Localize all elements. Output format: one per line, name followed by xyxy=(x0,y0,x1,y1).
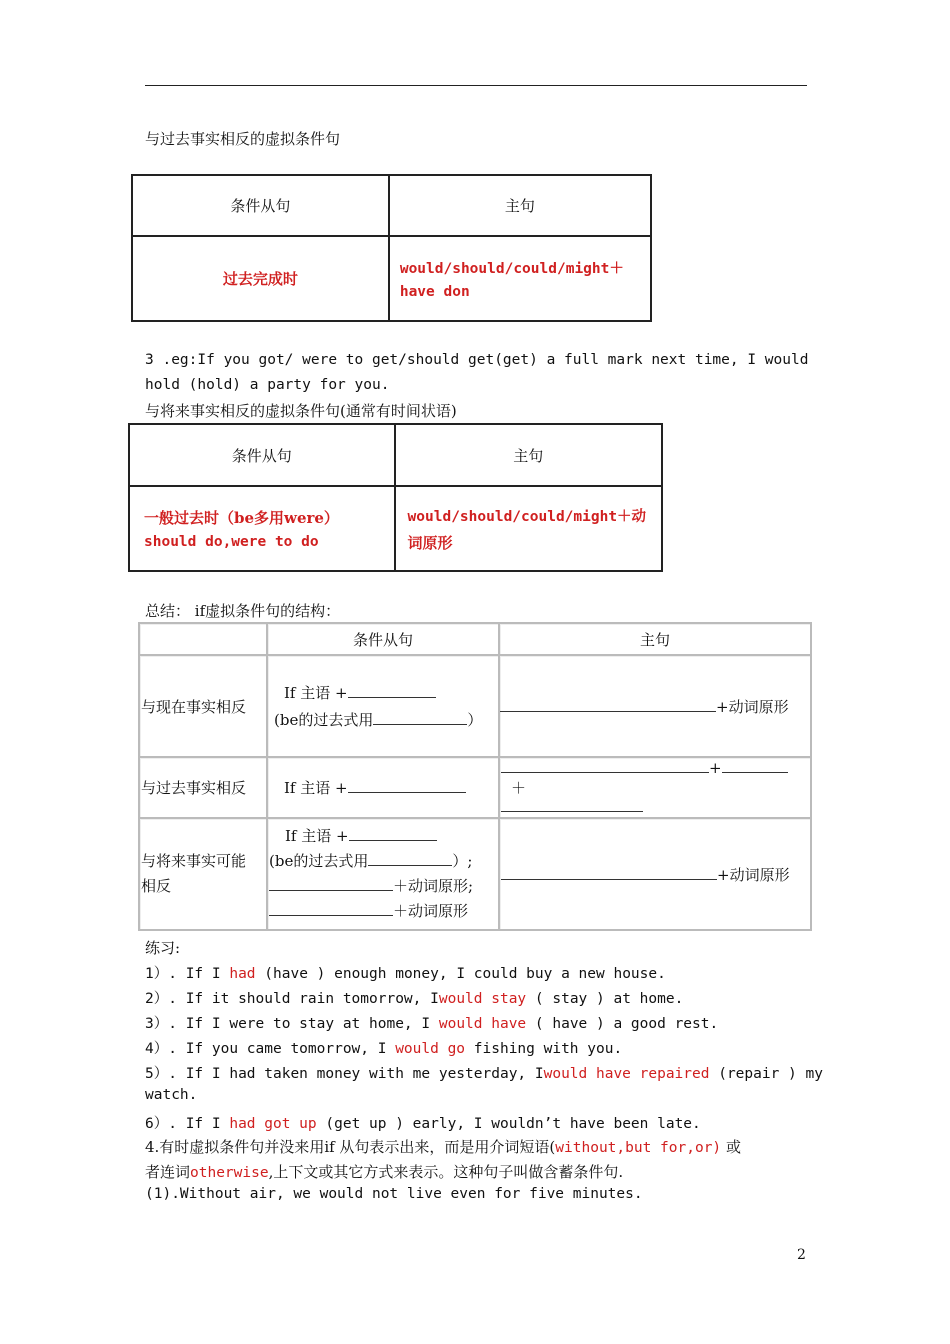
table-future-head-main: 主句 xyxy=(395,424,662,486)
summary-title: 总结： if虚拟条件句的结构： xyxy=(145,602,341,620)
summary-head-empty xyxy=(139,623,267,655)
summary-table xyxy=(138,622,812,931)
summary-row1-c2: (be的过去式用 xyxy=(274,711,374,729)
summary-row3-main-end: +动词原形 xyxy=(717,865,790,884)
blank xyxy=(368,853,452,866)
table-past-head-cond: 条件从句 xyxy=(132,175,389,236)
table-future-cond-l1: 一般过去时（be多用were） xyxy=(144,509,339,527)
summary-row3-c1: If 主语 + xyxy=(285,827,349,845)
summary-row1-c1: If 主语 + xyxy=(284,684,348,702)
blank xyxy=(373,712,467,725)
summary-head-main: 主句 xyxy=(499,623,811,655)
blank xyxy=(269,903,393,916)
blank xyxy=(348,685,436,698)
example3-line1: 3 .eg:If you got/ were to get/should get(get) a full mark next time, I would xyxy=(145,352,809,368)
title-future: 与将来事实相反的虚拟条件句(通常有时间状语) xyxy=(145,402,457,420)
table-future-cond-l2: should do,were to do xyxy=(144,534,319,550)
summary-row3-label-l2: 相反 xyxy=(141,877,172,895)
table-future-main-l1: would/should/could/might＋动 xyxy=(407,508,647,525)
blank xyxy=(501,760,709,773)
summary-row3-c2-end: ）; xyxy=(452,852,473,870)
table-past-main-l1: would/should/could/might＋ xyxy=(399,261,624,277)
table-past-main-l2: have don xyxy=(399,284,470,300)
table-future-head-cond: 条件从句 xyxy=(129,424,395,486)
summary-row2-main-end: ＋ xyxy=(511,779,527,797)
summary-row3-c3: ＋动词原形; xyxy=(393,877,474,895)
table-past-cond: 过去完成时 xyxy=(132,236,389,321)
summary-row1-c2-end: ） xyxy=(467,711,483,729)
note4-line1: 4.有时虚拟条件句并没来用if 从句表示出来，而是用介词短语(without,but for,or) 或 xyxy=(145,1138,741,1156)
table-future xyxy=(128,423,663,572)
practice-item-3: 3）. If I were to stay at home, I would have ( have ) a good rest. xyxy=(145,1016,719,1032)
summary-row2-main-mid: + xyxy=(709,759,722,777)
note4-line3: (1).Without air, we would not live even for five minutes. xyxy=(145,1186,643,1202)
practice-item-6: 6）. If I had got up (get up ) early, I wouldn’t have been late. xyxy=(145,1116,701,1132)
summary-row3-label-l1: 与将来事实可能 xyxy=(141,852,247,870)
summary-row1-main-end: +动词原形 xyxy=(716,697,789,716)
practice-item-5-cont: watch. xyxy=(145,1087,198,1103)
blank xyxy=(349,828,437,841)
blank xyxy=(269,878,393,891)
blank xyxy=(501,799,643,812)
page-number: 2 xyxy=(797,1247,806,1263)
blank xyxy=(501,867,717,880)
title-past: 与过去事实相反的虚拟条件句 xyxy=(145,130,341,148)
practice-item-1: 1）. If I had (have ) enough money, I could buy a new house. xyxy=(145,966,666,982)
example3-line2: hold (hold) a party for you. xyxy=(145,377,390,393)
blank xyxy=(500,699,716,712)
table-past xyxy=(131,174,652,322)
summary-head-cond: 条件从句 xyxy=(267,623,499,655)
header-rule xyxy=(145,85,807,86)
practice-item-5: 5）. If I had taken money with me yesterday, Iwould have repaired (repair ) my xyxy=(145,1066,823,1082)
summary-row2-c1: If 主语 + xyxy=(284,779,348,797)
summary-row3-c2: (be的过去式用 xyxy=(269,852,369,870)
summary-row2-label: 与过去事实相反 xyxy=(139,757,267,818)
table-past-head-main: 主句 xyxy=(389,175,651,236)
summary-row1-label: 与现在事实相反 xyxy=(139,655,267,757)
blank xyxy=(722,760,788,773)
table-future-main-l2: 词原形 xyxy=(407,533,453,552)
practice-item-2: 2）. If it should rain tomorrow, Iwould stay ( stay ) at home. xyxy=(145,991,684,1007)
practice-title: 练习: xyxy=(145,939,181,957)
summary-row3-c4: ＋动词原形 xyxy=(393,902,469,920)
note4-line2: 者连词otherwise,上下文或其它方式来表示。这种句子叫做含蓄条件句. xyxy=(145,1163,624,1181)
practice-item-4: 4）. If you came tomorrow, I would go fishing with you. xyxy=(145,1041,623,1057)
blank xyxy=(348,780,466,793)
